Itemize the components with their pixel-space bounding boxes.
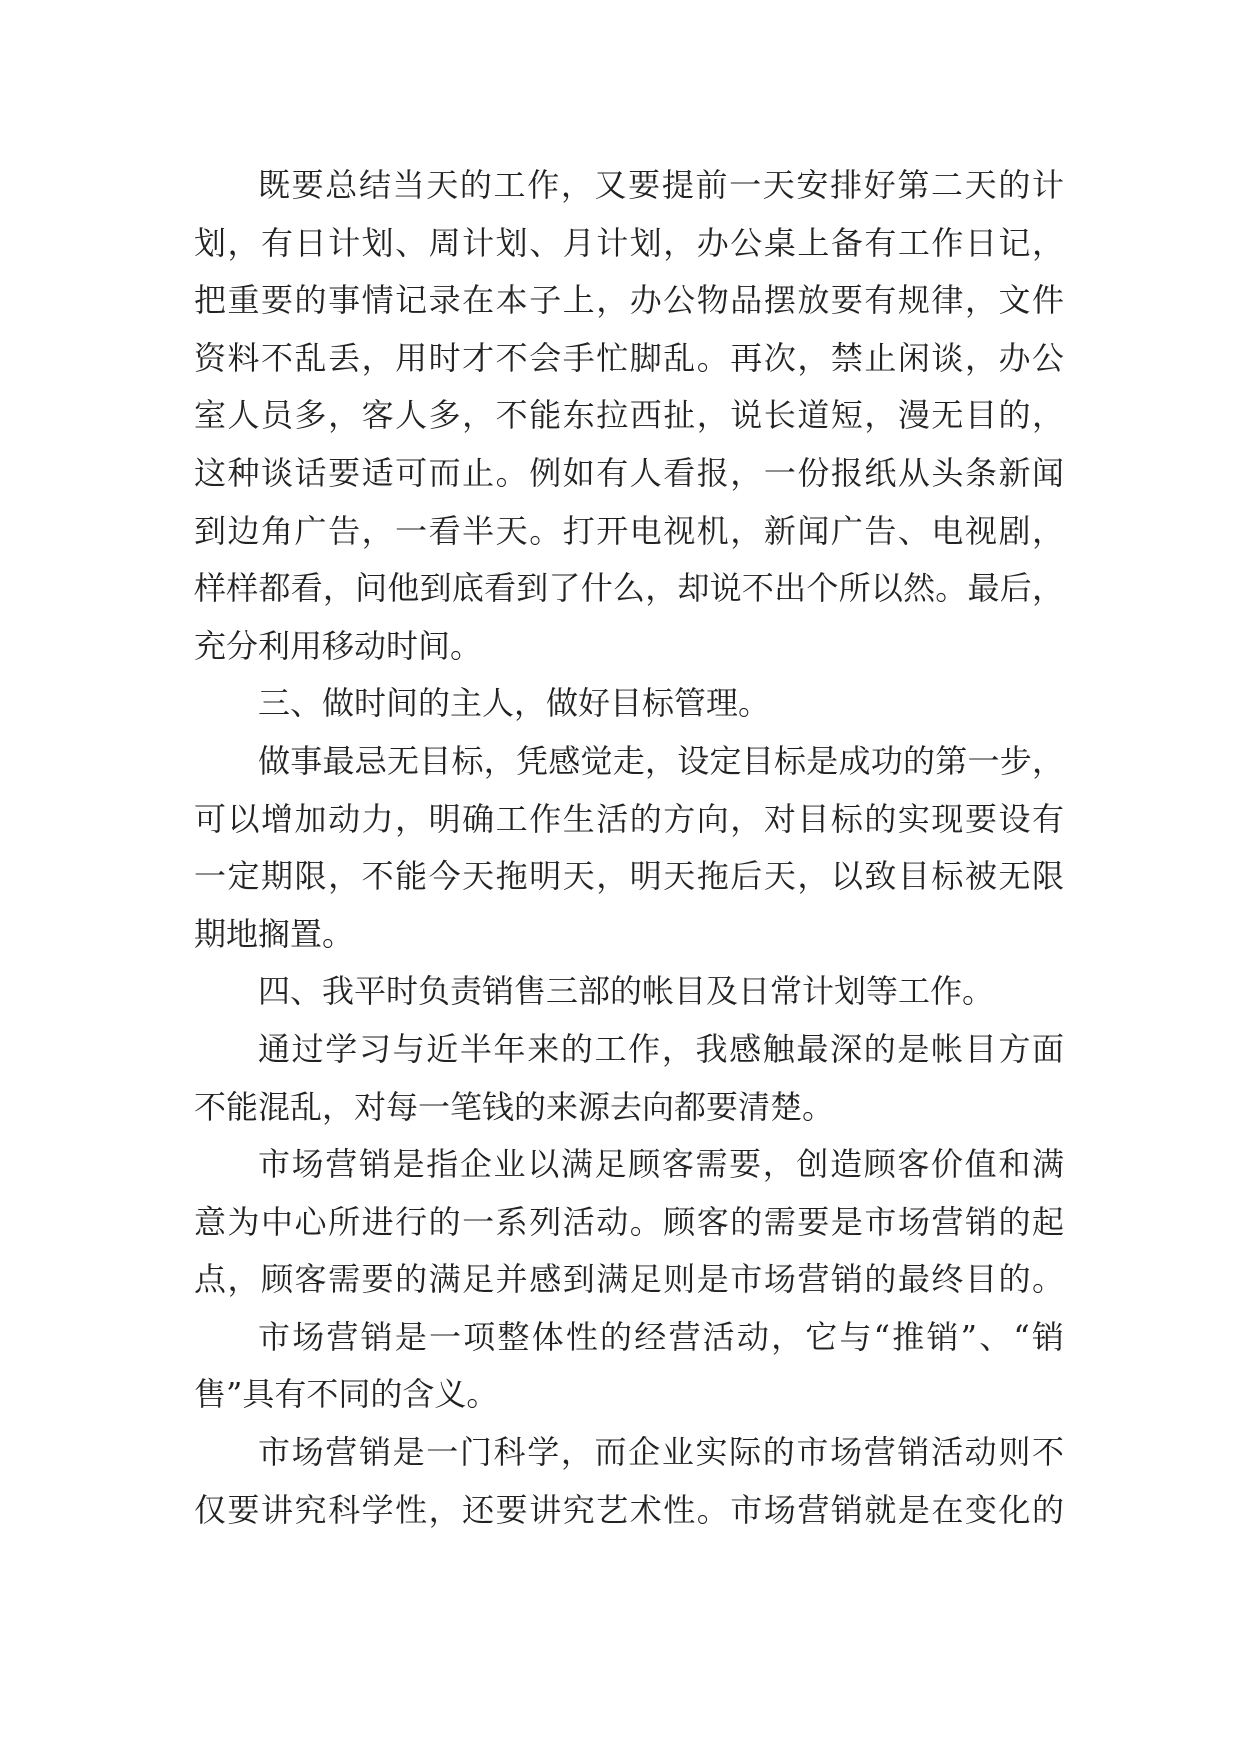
- text-line: 可以增加动力，明确工作生活的方向，对目标的实现要设有: [194, 799, 1064, 838]
- text-line: 仅要讲究科学性，还要讲究艺术性。市场营销就是在变化的: [194, 1490, 1064, 1529]
- text-line: 意为中心所进行的一系列活动。顾客的需要是市场营销的起: [194, 1202, 1064, 1241]
- text-line: 既要总结当天的工作，又要提前一天安排好第二天的计: [258, 166, 1064, 204]
- text-line: 样样都看，问他到底看到了什么，却说不出个所以然。最后，: [194, 569, 1064, 608]
- text-line: 三、做时间的主人，做好目标管理。: [258, 684, 771, 723]
- text-line: 充分利用移动时间。: [194, 626, 483, 665]
- text-line: 划，有日计划、周计划、月计划，办公桌上备有工作日记，: [194, 223, 1064, 262]
- text-line: 一定期限，不能今天拖明天，明天拖后天，以致目标被无限: [194, 857, 1064, 896]
- text-line: 到边角广告，一看半天。打开电视机，新闻广告、电视剧，: [194, 511, 1064, 550]
- text-line: 不能混乱，对每一笔钱的来源去向都要清楚。: [194, 1087, 835, 1126]
- text-line: 期地搁置。: [194, 914, 355, 953]
- text-line: 市场营销是指企业以满足顾客需要，创造顾客价值和满: [258, 1145, 1064, 1184]
- text-line: 把重要的事情记录在本子上，办公物品摆放要有规律，文件: [194, 281, 1064, 320]
- text-line: 售”具有不同的含义。: [194, 1375, 499, 1414]
- document-body: [194, 157, 1064, 1539]
- text-line: 市场营销是一项整体性的经营活动，它与“推销”、“销: [258, 1317, 1064, 1356]
- text-line: 室人员多，客人多，不能东拉西扯，说长道短，漫无目的，: [194, 396, 1064, 435]
- text-line: 做事最忌无目标，凭感觉走，设定目标是成功的第一步，: [258, 741, 1064, 780]
- text-line: 通过学习与近半年来的工作，我感触最深的是帐目方面: [258, 1029, 1064, 1068]
- text-line: 市场营销是一门科学，而企业实际的市场营销活动则不: [258, 1433, 1064, 1472]
- text-line: 资料不乱丢，用时才不会手忙脚乱。再次，禁止闲谈，办公: [194, 338, 1064, 377]
- text-line: 点，顾客需要的满足并感到满足则是市场营销的最终目的。: [194, 1260, 1064, 1299]
- text-line: 四、我平时负责销售三部的帐目及日常计划等工作。: [258, 972, 995, 1011]
- text-line: 这种谈话要适可而止。例如有人看报，一份报纸从头条新闻: [194, 453, 1064, 492]
